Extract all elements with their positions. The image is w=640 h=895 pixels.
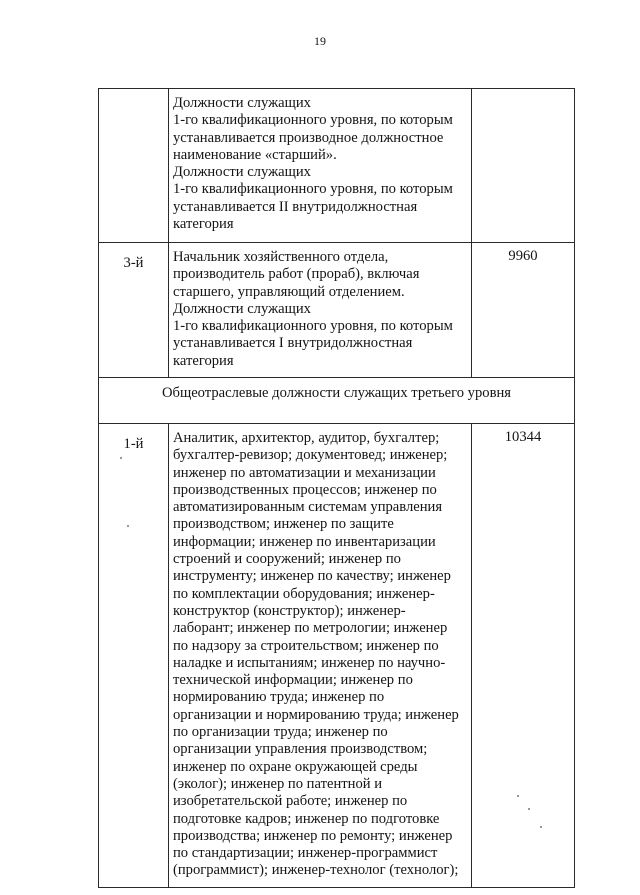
scan-speck (528, 808, 530, 810)
table-row (99, 243, 575, 378)
text-line: бухгалтер-ревизор; документовед; инженер; (173, 447, 448, 464)
text-line: производитель работ (прораб), включая (173, 266, 420, 283)
text-line: подготовке кадров; инженер по подготовке (173, 810, 440, 827)
section-header-row (99, 378, 575, 424)
text-line: Начальник хозяйственного отдела, (173, 249, 389, 265)
text-line: инженер по автоматизации и механизации (173, 464, 436, 481)
text-line: устанавливается I внутридолжностная (173, 335, 413, 352)
table-row (99, 89, 575, 243)
level-cell: 1-й (99, 424, 169, 888)
scan-speck (540, 826, 542, 828)
level-cell (99, 89, 169, 243)
section-header: Общеотраслевые должности служащих третьего уровня (99, 378, 575, 424)
text-line: по стандартизации; инженер-программист (173, 845, 438, 862)
text-line: изобретательской работе; инженер по (173, 793, 408, 810)
level-cell: 3-й (99, 243, 169, 378)
text-line: по комплектации оборудования; инженер- (173, 585, 435, 602)
text-line: лаборант; инженер по метрологии; инженер (173, 620, 448, 637)
text-line: организации управления производством; (173, 741, 428, 758)
text-line: Должности служащих (173, 164, 311, 181)
text-line: инженер по охране окружающей среды (173, 758, 418, 775)
text-line: наименование «старший». (173, 146, 337, 163)
text-line: строений и сооружений; инженер по (173, 551, 401, 568)
text-line: наладке и испытаниям; инженер по научно- (173, 654, 446, 671)
text-line: категория (173, 352, 234, 369)
text-line: нормированию труда; инженер по (173, 689, 385, 706)
text-line: старшего, управляющий отделением. (173, 283, 405, 300)
text-line: (эколог); инженер по патентной и (173, 775, 383, 792)
text-line: информации; инженер по инвентаризации (173, 533, 436, 550)
text-line: Должности служащих (173, 95, 311, 111)
page-number: 19 (314, 34, 326, 48)
text-line: инструменту; инженер по качеству; инженер (173, 568, 451, 585)
scan-speck (517, 795, 519, 797)
scan-speck (120, 457, 122, 459)
text-line: по организации труда; инженер по (173, 724, 388, 741)
text-line: автоматизированным системам управления (173, 499, 443, 516)
salary-cell: 9960 (472, 243, 575, 378)
text-line: 1-го квалификационного уровня, по которым (173, 112, 453, 129)
text-line: 1-го квалификационного уровня, по которым (173, 181, 453, 198)
salary-cell (472, 89, 575, 243)
position-description-cell (169, 424, 472, 888)
text-line: организации и нормированию труда; инженер (173, 706, 459, 723)
text-line: (программист); инженер-технолог (технолог); (173, 862, 459, 879)
text-line: Аналитик, архитектор, аудитор, бухгалтер; (173, 430, 440, 446)
text-line: производственных процессов; инженер по (173, 481, 437, 498)
text-line: устанавливается производное должностное (173, 129, 444, 146)
text-line: устанавливается II внутридолжностная (173, 198, 418, 215)
text-line: 1-го квалификационного уровня, по которым (173, 318, 453, 335)
text-line: производства; инженер по ремонту; инженер (173, 827, 453, 844)
scan-speck (127, 525, 129, 527)
table-row (99, 424, 575, 888)
text-line: по надзору за строительством; инженер по (173, 637, 439, 654)
text-line: технической информации; инженер по (173, 672, 413, 689)
text-line: производством; инженер по защите (173, 516, 394, 533)
text-line: категория (173, 216, 234, 233)
salary-cell: 10344 (472, 424, 575, 888)
salary-table (98, 88, 575, 888)
text-line: Должности служащих (173, 300, 311, 317)
position-description-cell (169, 243, 472, 378)
text-line: конструктор (конструктор); инженер- (173, 602, 406, 619)
position-description-cell (169, 89, 472, 243)
